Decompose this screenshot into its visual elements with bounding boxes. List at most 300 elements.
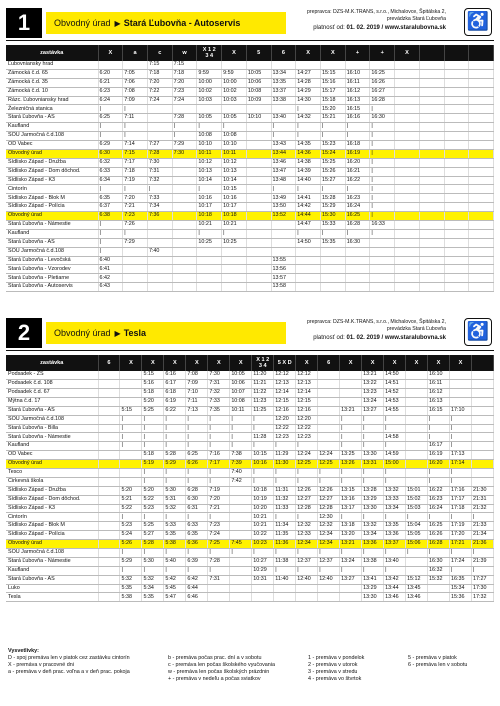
departure-time: 7:27 [147,141,172,150]
departure-time: | [428,468,450,477]
departure-time [98,495,120,504]
table-row [6,283,494,292]
departure-time [318,433,340,442]
departure-time: 13:24 [362,397,384,406]
departure-time: | [164,424,186,433]
departure-time: 16:15 [345,105,370,114]
departure-time: 21:33 [471,522,493,531]
departure-time [98,557,120,566]
departure-time [123,247,148,256]
departure-time: 14:27 [296,69,321,78]
departure-time [318,397,340,406]
stop-name: Ľubovniansky hrad [6,61,98,69]
departure-time: 16:24 [345,203,370,212]
departure-time [318,388,340,397]
departure-time [246,176,271,185]
departure-time [172,105,197,114]
departure-time [395,78,420,87]
departure-time: | [271,123,296,132]
departure-time [419,247,444,256]
departure-time [469,274,494,283]
stop-name: Podsadek č.d. 108 [6,380,98,389]
departure-time [395,114,420,123]
departure-time: 15:16 [320,78,345,87]
departure-time [395,256,420,265]
departure-time [318,371,340,379]
departure-time: | [296,477,318,486]
departure-time [318,380,340,389]
column-header-code: X 1 2 3 4 [252,355,274,371]
departure-time [246,158,271,167]
departure-time: 5:23 [142,504,164,513]
departure-time: | [271,185,296,194]
departure-time [147,221,172,230]
departure-time: 11:33 [274,504,296,513]
departure-time: 5:34 [142,584,164,593]
departure-time [318,442,340,451]
departure-time: 10:21 [222,221,247,230]
carrier-info [281,9,446,32]
departure-time: 14:36 [296,149,321,158]
departure-time [419,123,444,132]
departure-time [98,584,120,593]
departure-time [147,265,172,274]
departure-time [230,531,252,540]
departure-time: 7:40 [147,247,172,256]
departure-time [471,433,493,442]
departure-time: 10:25 [197,238,222,247]
departure-time: 12:27 [318,495,340,504]
departure-time [230,575,252,584]
table-row [6,397,494,406]
departure-time [296,584,318,593]
departure-time [469,256,494,265]
column-header-code: 6 [318,355,340,371]
legend-item: c - premáva len počas školského vyučovania [168,662,275,668]
departure-time [419,149,444,158]
departure-time: 7:20 [172,78,197,87]
departure-time: 16:19 [345,149,370,158]
stop-name: Sídlisko Západ - Polícia [6,531,98,540]
departure-time [469,105,494,114]
departure-time [172,238,197,247]
departure-time: 12:25 [296,460,318,469]
departure-time: 14:53 [384,397,406,406]
legend-item: + - premáva v nedeľu a počas sviatkov [168,676,261,682]
departure-time [471,468,493,477]
departure-time: | [345,132,370,141]
stop-name: Zámocká č.d. 65 [6,69,98,78]
departure-time: 6:37 [98,203,123,212]
departure-time: | [98,238,123,247]
departure-time: | [296,132,321,141]
departure-time [246,132,271,141]
departure-time: 13:44 [271,149,296,158]
departure-time [370,238,395,247]
departure-time: 13:32 [384,486,406,495]
departure-time: | [296,185,321,194]
departure-time: 10:18 [252,486,274,495]
departure-time: 14:51 [384,380,406,389]
departure-time: | [340,548,362,557]
departure-time: 14:39 [296,167,321,176]
departure-time: 5:28 [142,540,164,549]
departure-time: | [123,132,148,141]
departure-time: | [186,513,208,522]
departure-time: | [98,132,123,141]
table-row [6,477,494,486]
departure-time: | [318,548,340,557]
departure-time [444,141,469,150]
departure-time: 15:04 [406,522,428,531]
departure-time: 6:38 [98,212,123,221]
departure-time: | [450,513,472,522]
stop-name: Obvodný úrad [6,149,98,158]
departure-time [120,388,142,397]
departure-time: | [123,185,148,194]
departure-time: | [120,548,142,557]
departure-time: 7:15 [147,61,172,69]
departure-time: | [142,477,164,486]
departure-time: 5:47 [164,593,186,602]
departure-time: 7:33 [147,194,172,203]
departure-time: 11:22 [252,388,274,397]
departure-time: 13:29 [362,495,384,504]
departure-time [419,238,444,247]
departure-time: | [208,513,230,522]
departure-time: 7:18 [172,69,197,78]
departure-time: 7:08 [123,87,148,96]
departure-time: | [186,477,208,486]
departure-time [98,460,120,469]
departure-time: 10:25 [222,238,247,247]
departure-time: 5:27 [142,531,164,540]
departure-time [98,504,120,513]
table-row [6,380,494,389]
departure-time: 13:30 [362,504,384,513]
departure-time [197,274,222,283]
departure-time: | [450,433,472,442]
departure-time: 10:17 [197,203,222,212]
departure-time: 10:11 [197,149,222,158]
departure-time: 16:13 [345,96,370,105]
departure-time: | [450,477,472,486]
departure-time: | [274,442,296,451]
departure-time: 14:50 [296,238,321,247]
departure-time [395,61,420,69]
departure-time [172,185,197,194]
departure-time [320,61,345,69]
departure-time: 7:30 [208,371,230,379]
departure-time: 16:26 [370,78,395,87]
departure-time: | [296,229,321,238]
departure-time: 16:32 [428,566,450,575]
departure-time [296,274,321,283]
table-row [6,87,494,96]
departure-time: | [370,158,395,167]
departure-time: 15:18 [320,96,345,105]
departure-time: 7:08 [186,371,208,379]
departure-time: 10:19 [252,495,274,504]
departure-time: 16:35 [450,575,472,584]
departure-time [172,256,197,265]
stop-name: Sídlisko Západ - Blok M [6,522,98,531]
legend-item: D - spoj premáva len v piatok cez zastávku cintorín [8,655,130,661]
departure-time [419,229,444,238]
departure-time: 9:59 [197,69,222,78]
departure-time: 17:10 [450,406,472,415]
stop-name: Mýtna č.d. 17 [6,397,98,406]
departure-time: 7:32 [208,388,230,397]
departure-time: 14:59 [384,451,406,460]
departure-time [469,78,494,87]
route-title [46,12,286,34]
departure-time: 13:34 [271,69,296,78]
table-row [6,141,494,150]
departure-time: | [230,548,252,557]
departure-time: | [320,123,345,132]
departure-time: 15:30 [320,212,345,221]
departure-time [172,203,197,212]
departure-time: 15:12 [406,575,428,584]
departure-time: | [471,566,493,575]
departure-time [419,158,444,167]
departure-time: 13:18 [340,522,362,531]
departure-time: 16:10 [428,371,450,379]
departure-time: 10:21 [252,513,274,522]
departure-time: 15:29 [320,203,345,212]
departure-time: | [362,442,384,451]
departure-time: | [406,548,428,557]
departure-time [345,283,370,292]
table-row [6,194,494,203]
departure-time [428,593,450,602]
departure-time: 16:25 [370,69,395,78]
departure-time [320,265,345,274]
wheelchair-icon: ♿ [464,8,492,36]
departure-time [246,238,271,247]
departure-time: 21:39 [471,557,493,566]
departure-time [147,256,172,265]
departure-time: 11:40 [274,575,296,584]
departure-time: 12:23 [296,433,318,442]
departure-time: 6:44 [186,584,208,593]
departure-time: | [120,415,142,424]
departure-time: 13:22 [362,380,384,389]
departure-time [246,61,271,69]
departure-time [246,265,271,274]
departure-time [395,283,420,292]
departure-time: 13:50 [271,203,296,212]
departure-time: 16:13 [428,397,450,406]
departure-time: 7:23 [123,212,148,221]
departure-time: | [384,424,406,433]
departure-time: 16:17 [428,442,450,451]
departure-time: 12:15 [296,397,318,406]
departure-time: 16:16 [345,114,370,123]
departure-time: 9:59 [222,69,247,78]
departure-time: 21:34 [471,531,493,540]
departure-time [471,397,493,406]
departure-time: 16:28 [370,96,395,105]
departure-time: | [197,229,222,238]
departure-time: 13:31 [362,460,384,469]
departure-time: 13:44 [384,584,406,593]
departure-time: 15:36 [450,593,472,602]
departure-time: | [98,123,123,132]
departure-time [296,256,321,265]
legend-col-4 [408,655,467,669]
stop-name: Cintorín [6,513,98,522]
carrier-line: prepravca: DZS-M.K.TRANS, s.r.o., Michalovce, Špitálska 2, [307,9,446,15]
departure-time: | [252,477,274,486]
departure-time: 11:21 [252,380,274,389]
departure-time: 17:21 [450,540,472,549]
departure-time: 12:22 [296,424,318,433]
departure-time [246,149,271,158]
departure-time [450,380,472,389]
departure-time: | [370,203,395,212]
departure-time: 10:27 [252,557,274,566]
departure-time: 13:38 [271,96,296,105]
departure-time: 16:22 [428,486,450,495]
departure-time: | [98,105,123,114]
departure-time: 13:25 [340,451,362,460]
departure-time [320,256,345,265]
departure-time: | [230,433,252,442]
departure-time: | [428,415,450,424]
stop-name: Stará Ľubovňa - AS [6,575,98,584]
column-header-code: w [172,45,197,61]
departure-time: 5:32 [164,504,186,513]
table-row [6,167,494,176]
departure-time: 15:32 [428,575,450,584]
departure-time: 6:33 [98,167,123,176]
departure-time: 14:42 [296,203,321,212]
departure-time: | [164,433,186,442]
stop-name: Stará Ľubovňa - Billa [6,424,98,433]
column-header-code: 6 [98,355,120,371]
column-header-code: X [428,355,450,371]
departure-time: 16:22 [345,176,370,185]
departure-time: 13:30 [362,593,384,602]
departure-time: 17:24 [450,557,472,566]
departure-time: 11:31 [274,486,296,495]
departure-time [395,203,420,212]
stop-name: Stará Ľubovňa - AS [6,406,98,415]
departure-time: 5:20 [142,397,164,406]
departure-time: 5:32 [142,575,164,584]
departure-time: 12:14 [296,388,318,397]
departure-time: 7:14 [123,141,148,150]
departure-time: 13:41 [362,575,384,584]
departure-time: 10:12 [197,158,222,167]
departure-time: 14:55 [384,406,406,415]
departure-time: | [230,442,252,451]
departure-time: 7:24 [172,96,197,105]
departure-time [444,105,469,114]
departure-time: 7:24 [147,96,172,105]
departure-time: 15:35 [320,238,345,247]
departure-time: | [340,415,362,424]
departure-time: 5:40 [164,557,186,566]
departure-time: 10:05 [222,114,247,123]
departure-time [469,141,494,150]
departure-time: 13:16 [340,495,362,504]
departure-time: 16:23 [345,194,370,203]
departure-time [98,575,120,584]
departure-time [222,247,247,256]
departure-time [395,123,420,132]
departure-time [406,433,428,442]
departure-time: 7:22 [147,87,172,96]
departure-time [345,265,370,274]
departure-time: 6:34 [98,176,123,185]
departure-time [406,424,428,433]
legend-item: b - premáva počas prac. dní a v sobotu [168,655,262,661]
departure-time [444,123,469,132]
departure-time: 13:36 [362,540,384,549]
valid-value: 01. 02. 2019 / www.staralubovna.sk [346,25,446,31]
departure-time [419,114,444,123]
table-row [6,424,494,433]
wheelchair-icon: ♿ [464,318,492,346]
departure-time: 5:22 [120,504,142,513]
departure-time: 10:02 [222,87,247,96]
stop-name: OD Vabec [6,141,98,150]
departure-time: | [120,566,142,575]
departure-time: 16:26 [428,531,450,540]
departure-time [222,265,247,274]
departure-time [98,486,120,495]
departure-time [419,283,444,292]
departure-time [208,593,230,602]
departure-time: | [98,229,123,238]
column-header-stop: zastávka [6,45,98,61]
departure-time: 5:35 [142,593,164,602]
departure-time: | [164,468,186,477]
table-row [6,388,494,397]
departure-time [406,468,428,477]
departure-time [271,247,296,256]
stop-name: Kaufland [6,442,98,451]
departure-time: | [471,548,493,557]
departure-time: 6:42 [186,575,208,584]
departure-time: 5:25 [142,522,164,531]
departure-time: | [384,548,406,557]
departure-time [419,69,444,78]
departure-time: 5:29 [120,557,142,566]
stop-name: Tesco [6,468,98,477]
departure-time [340,371,362,379]
departure-time: | [252,424,274,433]
departure-time: 15:26 [320,167,345,176]
departure-time [406,397,428,406]
column-header-code: X [340,355,362,371]
departure-time: 15:21 [320,114,345,123]
departure-time [471,460,493,469]
departure-time: | [318,468,340,477]
departure-time: 16:24 [428,504,450,513]
departure-time [395,274,420,283]
departure-time: 15:33 [320,221,345,230]
departure-time: 13:27 [362,406,384,415]
departure-time: | [274,513,296,522]
table-row [6,468,494,477]
departure-time: 12:34 [318,531,340,540]
departure-time: 10:11 [222,149,247,158]
departure-time: 13:34 [384,504,406,513]
